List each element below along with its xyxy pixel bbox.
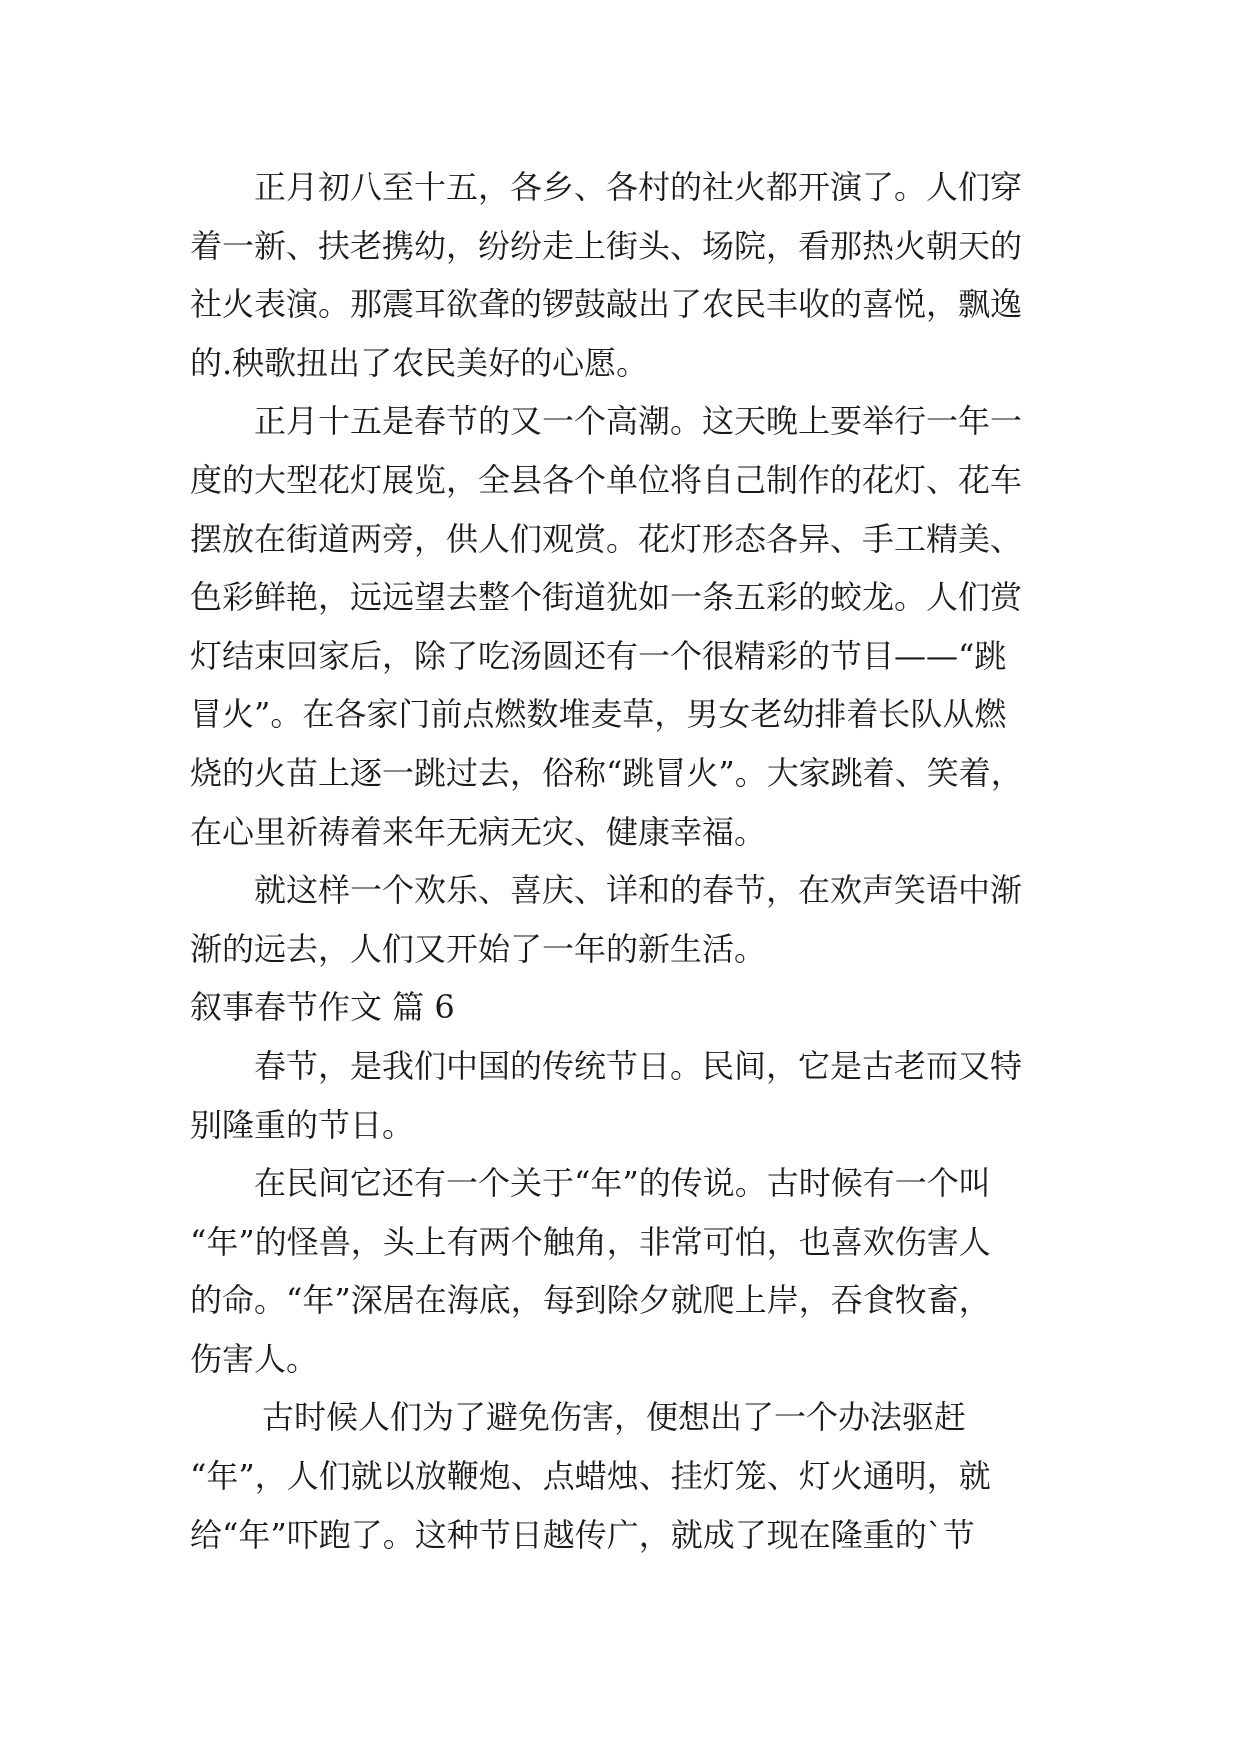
paragraph-line: 正月初八至十五，各乡、各村的社火都开演了。人们穿 [254, 168, 1023, 206]
paragraph-line: 别隆重的节日。 [190, 1105, 415, 1144]
paragraph-line: 的.秧歌扭出了农民美好的心愿。 [190, 343, 649, 382]
paragraph-line: 就这样一个欢乐、喜庆、详和的春节，在欢声笑语中渐 [254, 871, 1023, 910]
paragraph-line: 春节，是我们中国的传统节日。民间，它是古老而又特 [254, 1046, 1023, 1085]
paragraph-line: 色彩鲜艳，远远望去整个街道犹如一条五彩的蛟龙。人们赏 [190, 578, 1023, 617]
paragraph-line: 灯结束回家后，除了吃汤圆还有一个很精彩的节目——“跳 [190, 636, 1007, 675]
paragraph-line: 摆放在街道两旁，供人们观赏。花灯形态各异、手工精美、 [190, 519, 1023, 558]
paragraph-line: 伤害人。 [190, 1339, 319, 1378]
paragraph-line: 冒火”。在各家门前点燃数堆麦草，男女老幼排着长队从燃 [190, 695, 1007, 734]
paragraph-line: 着一新、扶老携幼，纷纷走上街头、场院，看那热火朝天的 [190, 226, 1023, 265]
paragraph-line: 在心里祈祷着来年无病无灾、健康幸福。 [190, 812, 767, 851]
document-body [190, 158, 1065, 1564]
section-heading: 叙事春节作文 篇 6 [190, 988, 455, 1027]
paragraph-line: 古时候人们为了避免伤害，便想出了一个办法驱赶 [262, 1398, 967, 1437]
paragraph-line: 社火表演。那震耳欲聋的锣鼓敲出了农民丰收的喜悦，飘逸 [190, 285, 1023, 324]
paragraph-line: 在民间它还有一个关于“年”的传说。古时候有一个叫 [254, 1164, 991, 1203]
paragraph-line: 烧的火苗上逐一跳过去，俗称“跳冒火”。大家跳着、笑着， [190, 753, 1023, 792]
paragraph-line: 度的大型花灯展览，全县各个单位将自己制作的花灯、花车 [190, 460, 1023, 499]
paragraph-line: 正月十五是春节的又一个高潮。这天晚上要举行一年一 [254, 402, 1023, 441]
paragraph-line: “年”的怪兽，头上有两个触角，非常可怕，也喜欢伤害人 [190, 1222, 991, 1261]
paragraph-line: “年”，人们就以放鞭炮、点蜡烛、挂灯笼、灯火通明，就 [190, 1457, 991, 1496]
paragraph-line: 给“年”吓跑了。这种节日越传广，就成了现在隆重的`节 [190, 1515, 975, 1554]
paragraph-line: 的命。“年”深居在海底，每到除夕就爬上岸，吞食牧畜， [190, 1281, 991, 1320]
paragraph-line: 渐的远去，人们又开始了一年的新生活。 [190, 929, 767, 968]
